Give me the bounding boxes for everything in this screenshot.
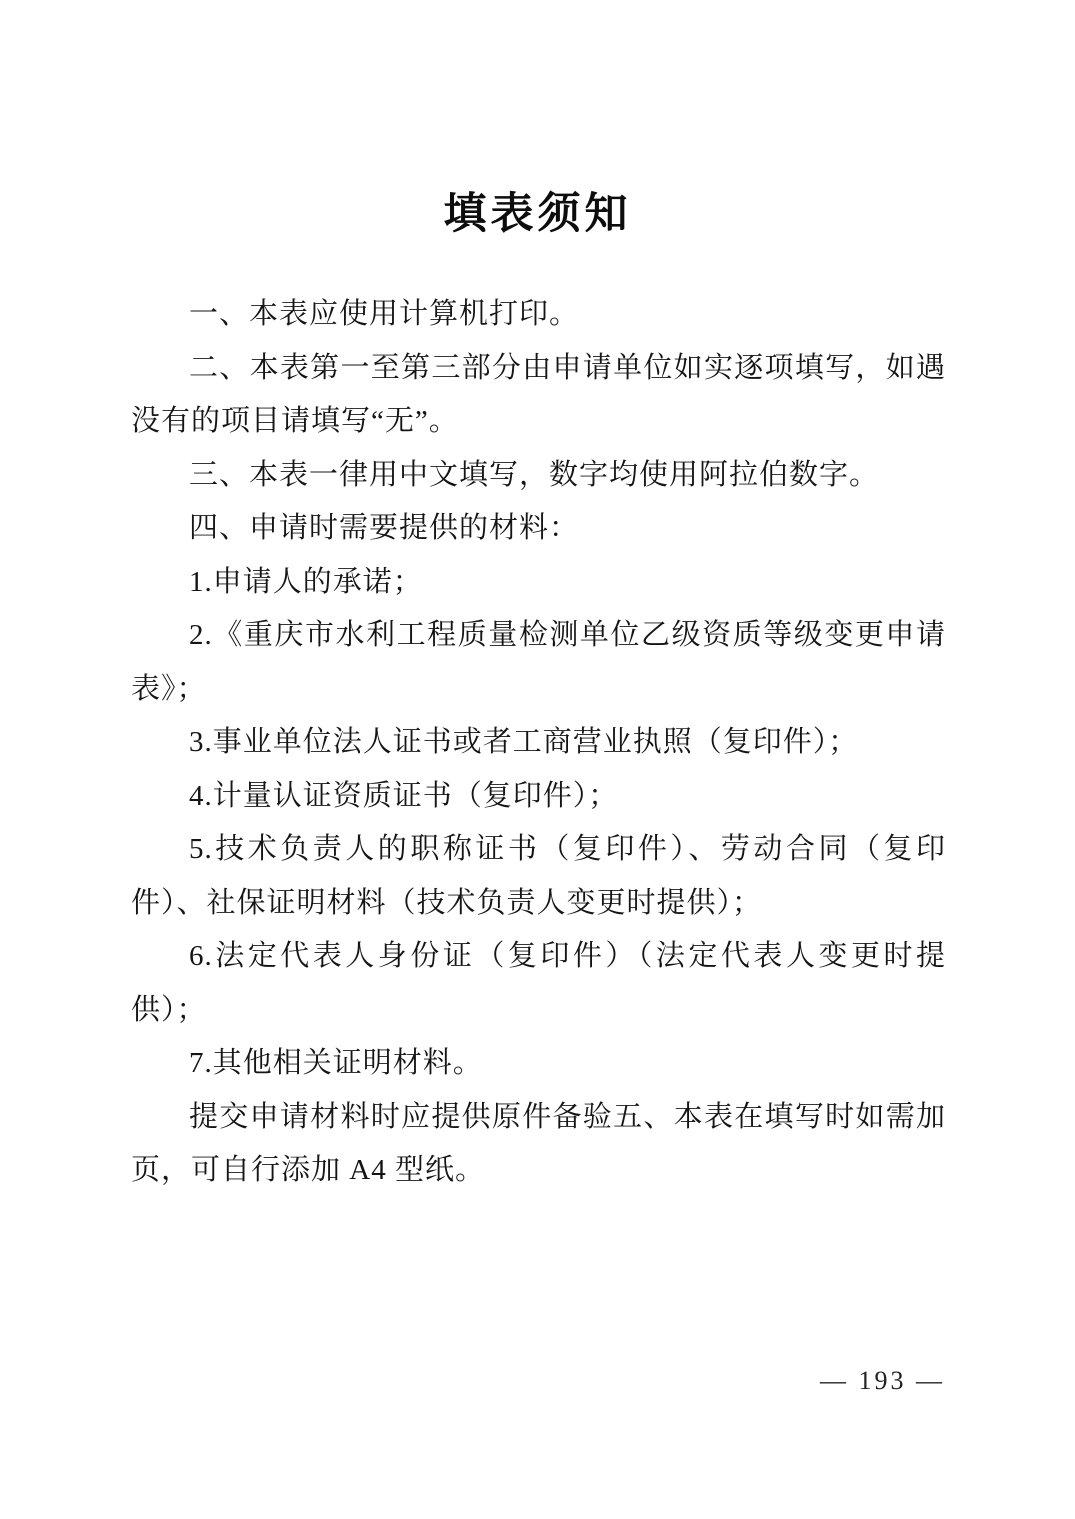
page-number: — 193 — <box>820 1366 945 1395</box>
instructions-body <box>131 288 946 1198</box>
instruction-item-4: 四、申请时需要提供的材料： <box>189 512 580 544</box>
material-item-5: 5.技术负责人的职称证书（复印件）、劳动合同（复印件）、社保证明材料（技术负责人变更时提供）； <box>131 833 946 919</box>
material-item-7: 7.其他相关证明材料。 <box>189 1047 483 1079</box>
instruction-item-2: 二、本表第一至第三部分由申请单位如实逐项填写，如遇没有的项目请填写“无”。 <box>131 351 946 437</box>
instruction-item-3: 三、本表一律用中文填写，数字均使用阿拉伯数字。 <box>189 458 880 491</box>
material-item-3: 3.事业单位法人证书或者工商营业执照（复印件）； <box>189 726 859 758</box>
material-item-2: 2.《重庆市水利工程质量检测单位乙级资质等级变更申请表》； <box>131 619 946 705</box>
material-item-6: 6.法定代表人身份证（复印件）（法定代表人变更时提供）； <box>131 940 946 1026</box>
material-item-4: 4.计量认证资质证书（复印件）； <box>189 779 619 812</box>
closing-note: 提交申请材料时应提供原件备验五、本表在填写时如需加页，可自行添加 A4 型纸。 <box>131 1100 946 1186</box>
instruction-item-1: 一、本表应使用计算机打印。 <box>189 298 580 330</box>
page-title: 填表须知 <box>443 191 632 238</box>
material-item-1: 1.申请人的承诺； <box>189 565 423 598</box>
